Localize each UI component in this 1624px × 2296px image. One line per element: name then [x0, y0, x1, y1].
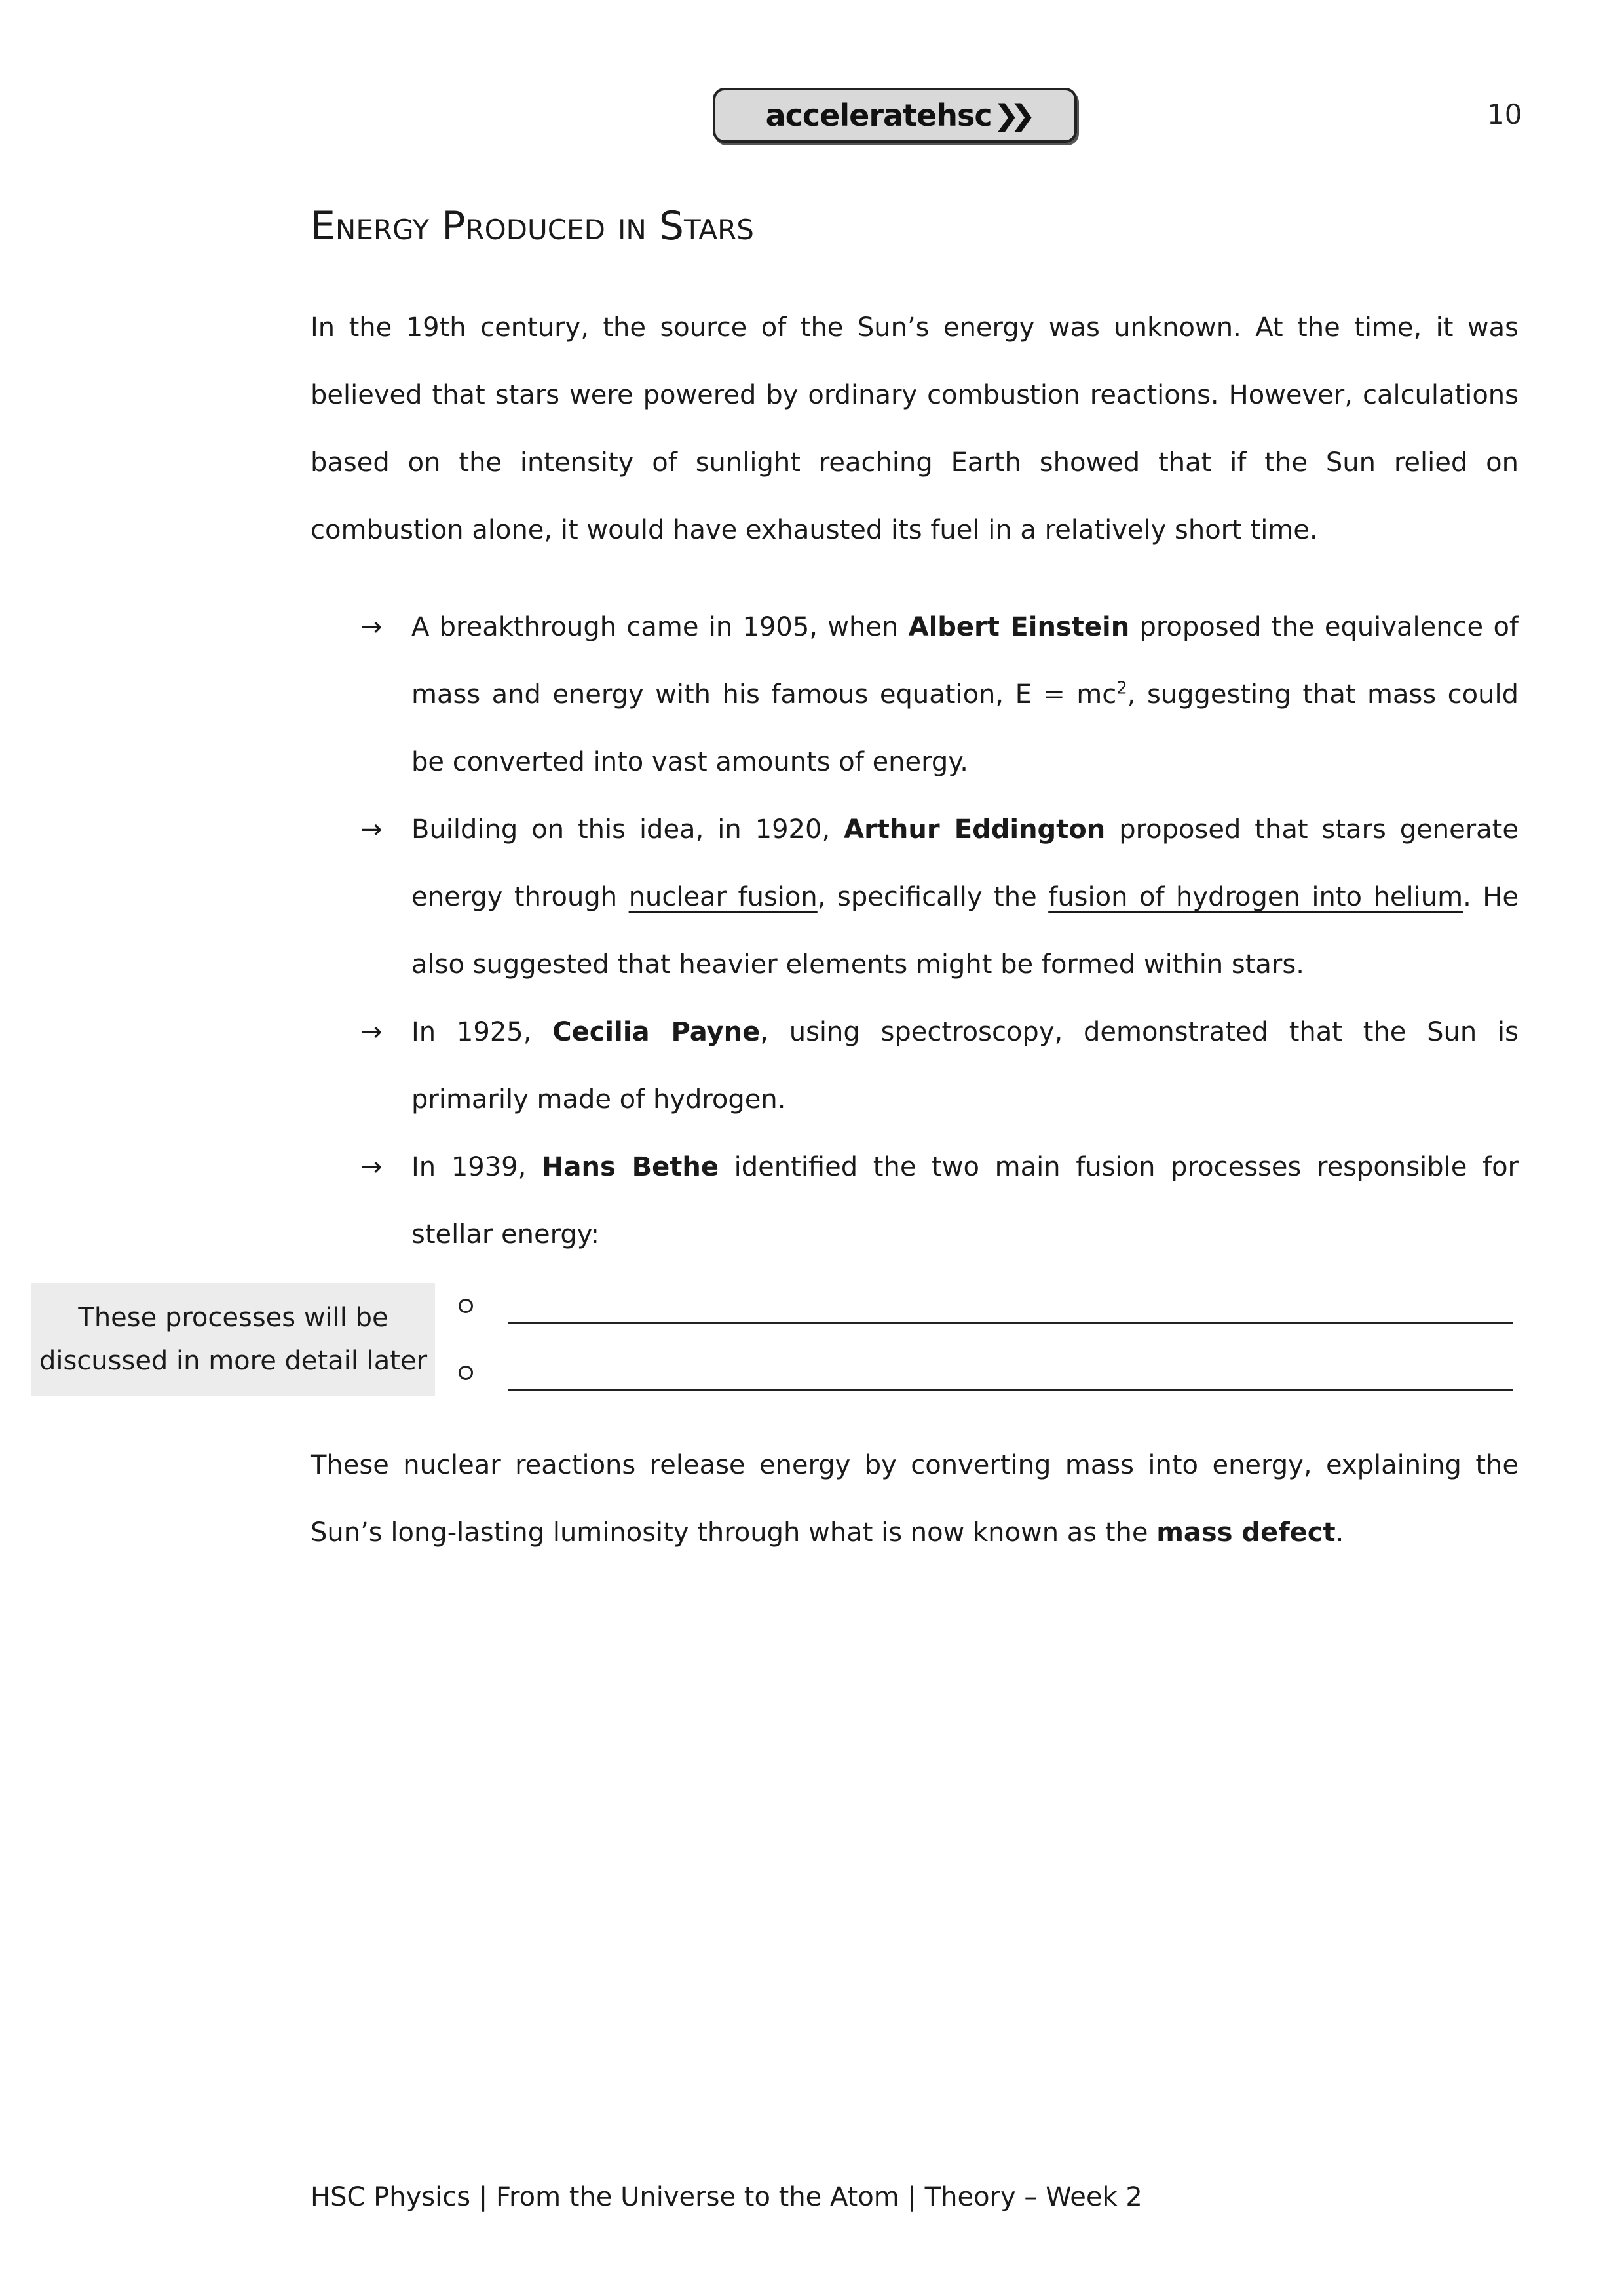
list-item-text: , using spectroscopy, demonstrated that the Sun is primarily made of hydrogen.	[411, 1017, 1519, 1115]
chevron-double-right-icon: ❯❯	[992, 98, 1026, 132]
arrow-right-icon: →	[360, 612, 383, 642]
arrow-right-icon: →	[360, 814, 383, 845]
list-item-text: proposed that stars generate energy through	[411, 814, 1519, 912]
key-term: mass defect	[1156, 1518, 1336, 1548]
scientist-name: Arthur Eddington	[844, 814, 1106, 845]
list-item-text: , suggesting that mass could be converted into vast amounts of energy.	[411, 679, 1519, 777]
list-item-text: , specifically the	[817, 882, 1049, 912]
list-item	[311, 796, 1519, 999]
underlined-term: nuclear fusion	[628, 882, 818, 912]
circle-bullet-icon	[459, 1299, 473, 1313]
list-item	[311, 1134, 1519, 1269]
list-item	[311, 999, 1519, 1134]
arrow-right-icon: →	[360, 1152, 383, 1182]
page-number: 10	[1487, 98, 1522, 130]
history-list	[311, 594, 1519, 1269]
closing-text: .	[1335, 1518, 1344, 1548]
list-item-text: identified the two main fusion processes responsible for stellar energy:	[411, 1152, 1519, 1250]
list-item-text: proposed the equivalence of mass and energy with his famous equation, E = mc	[411, 612, 1519, 710]
brand-logo-text: acceleratehsc	[765, 98, 992, 133]
list-item	[311, 594, 1519, 796]
list-item-text: . He also suggested that heavier elements might be formed within stars.	[411, 882, 1519, 980]
answer-line	[508, 1389, 1513, 1391]
list-item-text: In 1939,	[411, 1152, 542, 1182]
underlined-term: fusion of hydrogen into helium	[1048, 882, 1463, 912]
closing-text: These nuclear reactions release energy by converting mass into energy, explaining the Sun’s long-lasting luminosity through what is now known as the	[311, 1450, 1519, 1548]
answer-blank-2[interactable]	[459, 1359, 1520, 1398]
page-title: Energy Produced in Stars	[311, 203, 754, 249]
side-note-line: These processes will be	[78, 1303, 388, 1333]
list-item-text: In 1925,	[411, 1017, 553, 1047]
side-note-line: discussed in more detail later	[39, 1346, 428, 1376]
scientist-name: Cecilia Payne	[552, 1017, 761, 1047]
brand-logo	[713, 88, 1077, 143]
scientist-name: Albert Einstein	[908, 612, 1130, 642]
list-item-text: Building on this idea, in 1920,	[411, 814, 844, 845]
page-footer: HSC Physics | From the Universe to the Atom | Theory – Week 2	[311, 2182, 1142, 2212]
answer-blank-1[interactable]	[459, 1292, 1520, 1331]
list-item-text: A breakthrough came in 1905, when	[411, 612, 909, 642]
scientist-name: Hans Bethe	[542, 1152, 719, 1182]
arrow-right-icon: →	[360, 1017, 383, 1047]
superscript: 2	[1116, 678, 1127, 698]
closing-paragraph	[311, 1432, 1519, 1567]
answer-line	[508, 1322, 1513, 1324]
side-note	[31, 1283, 435, 1396]
intro-paragraph: In the 19th century, the source of the Sun’s energy was unknown. At the time, it was believed that stars were powered by ordinary combustion reactions. However, calculations based on the intensity of sunlight reaching Earth showed that if the Sun relied on combustion alone, it would have exhausted its fuel in a relatively short time.	[311, 313, 1519, 545]
circle-bullet-icon	[459, 1366, 473, 1380]
